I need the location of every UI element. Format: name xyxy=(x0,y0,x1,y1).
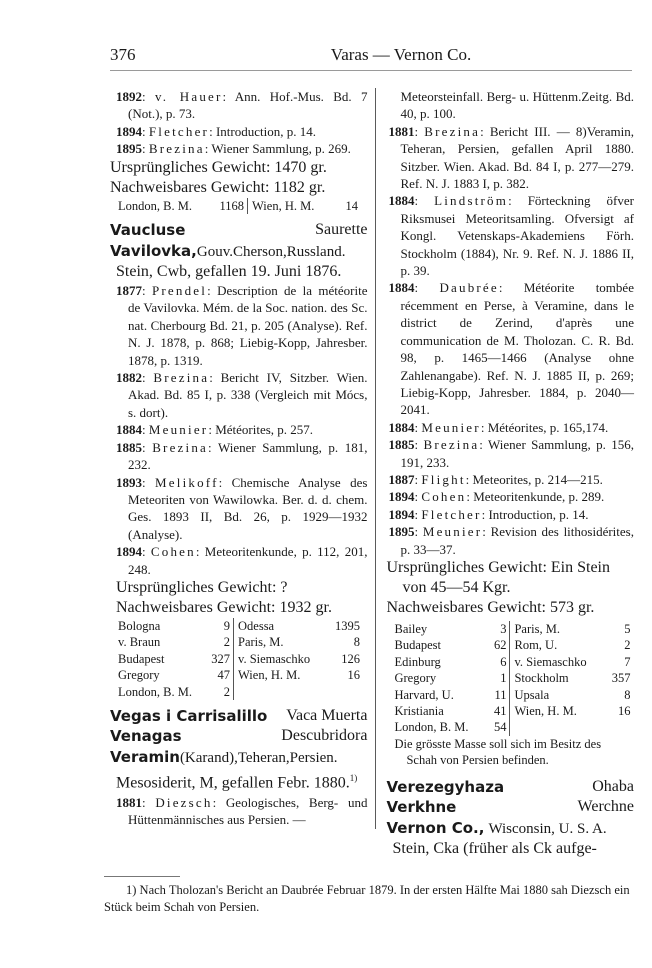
running-header xyxy=(110,44,632,66)
footnote: 1) Nach Tholozan's Bericht an Daubrée Februar 1879. In der ersten Hälfte Mai 1880 sah Diezsch ein Stück beim Schah von Persien. xyxy=(104,883,630,914)
entry-verezegyhaza: Verezegyhaza Ohaba xyxy=(386,777,634,796)
entry-veramin: Veramin(Karand),Teheran,Persien. xyxy=(110,747,338,766)
collection-table xyxy=(394,621,630,736)
reference: 1892: v. Hauer: Ann. Hof.-Mus. Bd. 7 (Not.), p. 73. xyxy=(116,89,368,122)
cross-reference: Ohaba xyxy=(592,777,634,795)
cross-reference: Vaca Muerta xyxy=(286,706,368,724)
entry-vegas: Vegas i Carrisalillo Vaca Muerta xyxy=(110,706,368,725)
entry-description: Stein, Cwb, gefallen 19. Juni 1876. xyxy=(116,263,342,281)
entry-verkhne: Verkhne Werchne xyxy=(386,798,634,817)
collection-row: Bologna 9 Odessa 1395 xyxy=(118,618,360,633)
collection-row: Budapest 327 v. Siemaschko 126 xyxy=(118,651,360,666)
collection-row: Harvard, U. 11 Upsala 8 xyxy=(394,687,631,702)
reference: 1885: Brezina: Wiener Sammlung, p. 156, 191, 233. xyxy=(388,437,634,470)
two-column-body xyxy=(104,88,634,859)
collection-table xyxy=(118,618,360,700)
reference: 1895: Brezina: Wiener Sammlung, p. 269. xyxy=(116,141,351,157)
reference-continuation: Meteorsteinfall. Berg- u. Hüttenm.Zeitg. Bd. 40, p. 100. xyxy=(400,89,634,122)
collection-row: Gregory 47 Wien, H. M. 16 xyxy=(118,668,360,683)
reference: 1881: Brezina: Bericht III. — 8)Veramin, Teheran, Persien, gefallen April 1880. Sitzber. Wien. Akad. Bd. 84 I, p. 277—279. Ref. N. J. 1883 I, p. 382. xyxy=(388,123,634,192)
reference: 1895: Meunier: Revision des lithosidérites, p. 33—37. xyxy=(388,524,634,557)
entry-vernon: Vernon Co., Wisconsin, U. S. A. xyxy=(386,818,607,837)
original-weight-continuation: von 45—54 Kgr. xyxy=(402,578,511,596)
reference: 1887: Flight: Meteorites, p. 214—215. xyxy=(388,471,603,487)
collection-row: Gregory 1 Stockholm 357 xyxy=(394,671,631,686)
footnote-rule xyxy=(104,876,180,877)
left-column xyxy=(104,88,376,829)
running-title: Varas — Vernon Co. xyxy=(330,45,472,64)
original-weight: Ursprüngliches Gewicht: 1470 gr. xyxy=(110,158,327,176)
verified-weight: Nachweisbares Gewicht: 1182 gr. xyxy=(110,178,326,196)
cross-reference: Werchne xyxy=(577,798,634,816)
verified-weight: Nachweisbares Gewicht: 1932 gr. xyxy=(116,598,332,616)
page-number: 376 xyxy=(110,45,136,64)
footnote-marker: 1) xyxy=(126,883,137,897)
entry-description: Stein, Cka (früher als Ck aufge- xyxy=(392,840,597,858)
reference: 1884: Meunier: Météorites, p. 165,174. xyxy=(388,419,609,435)
reference: 1893: Melikoff: Chemische Analyse des Meteoriten von Wawilowka. Ber. d. d. chem. Ges. 1893 II, Bd. 26, p. 1929—1932 (Analyse). xyxy=(116,474,368,542)
verified-weight: Nachweisbares Gewicht: 573 gr. xyxy=(386,598,595,616)
reference: 1885: Brezina: Wiener Sammlung, p. 181, 232. xyxy=(116,439,368,473)
right-column xyxy=(376,88,634,859)
reference: 1881: Diezsch: Geologisches, Berg- und Hüttenmännisches aus Persien. — xyxy=(116,794,368,828)
reference: 1877: Prendel: Description de la météorite de Vavilovka. Mém. de la Soc. nation. des Sc. nat. Cherbourg Bd. 21, p. 205 (Analyse). Ref. N. J. 1878, p. 868; Liebig-Kopp, Jahresber. 1878, p. 1319. xyxy=(116,283,368,368)
collection-row: Kristiania 41 Wien, H. M. 16 xyxy=(394,704,631,718)
note: Die grösste Masse soll sich im Besitz des Schah von Persien befinden. xyxy=(394,736,602,768)
reference: 1894: Cohen: Meteoritenkunde, p. 112, 201, 248. xyxy=(116,544,368,577)
reference: 1884: Lindström: Förteckning öfver Riksmusei Meteoritsamling. Ofversigt af Kongl. Vetenskaps-Akademiens Förh. Stockholm (1884), Nr. 9. Ref. N. J. 1886 II, p. 39. xyxy=(388,193,634,279)
collection-row: Bailey 3 Paris, M. 5 xyxy=(394,621,631,636)
collection-table xyxy=(118,198,358,214)
reference: 1884: Meunier: Météorites, p. 257. xyxy=(116,422,314,438)
entry-vavilovka: Vavilovka,Gouv.Cherson,Russland. xyxy=(110,241,346,260)
entry-description: Mesosiderit, M, gefallen Febr. 1880.$^{1)}$ xyxy=(116,773,358,792)
original-weight: Ursprüngliches Gewicht: ? xyxy=(116,578,288,596)
header-rule xyxy=(110,70,632,71)
collection-row: Budapest 62 Rom, U. 2 xyxy=(394,638,631,653)
footnote-area xyxy=(104,876,634,916)
reference: 1882: Brezina: Bericht IV, Sitzber. Wien. Akad. Bd. 85 I, p. 338 (Vergleich mit Mócs, s. dort). xyxy=(116,370,368,420)
collection-row: Edinburg 6 v. Siemaschko 7 xyxy=(394,654,631,669)
collection-row: London, B. M. 1168 Wien, H. M. 14 xyxy=(118,198,358,213)
collection-row: London, B. M. 2 xyxy=(118,684,360,700)
footnote-marker: 1) xyxy=(349,773,358,784)
reference: 1894: Fletcher: Introduction, p. 14. xyxy=(116,123,316,139)
original-weight: Ursprüngliches Gewicht: Ein Stein xyxy=(386,558,610,576)
entry-vaucluse: Vaucluse Saurette xyxy=(110,221,368,240)
reference: 1894: Cohen: Meteoritenkunde, p. 289. xyxy=(388,489,605,505)
collection-row: v. Braun 2 Paris, M. 8 xyxy=(118,635,360,650)
cross-reference: Saurette xyxy=(315,221,368,239)
reference: 1894: Fletcher: Introduction, p. 14. xyxy=(388,506,589,522)
reference: 1884: Daubrée: Météorite tombée récemment en Perse, à Veramine, dans le district de Zerind, d'après une communication de M. Tholozan. C. R. Bd. 98, p. 1465—1466 (Analyse ohne Zahlenangabe). Ref. N. J. 1885 II, p. 269; Liebig-Kopp, Jahresber. 1884, p. 2040—2041. xyxy=(388,280,634,418)
collection-row: London, B. M. 54 xyxy=(394,719,630,735)
entry-venagas: Venagas Descubridora xyxy=(110,727,368,746)
cross-reference: Descubridora xyxy=(281,727,368,745)
